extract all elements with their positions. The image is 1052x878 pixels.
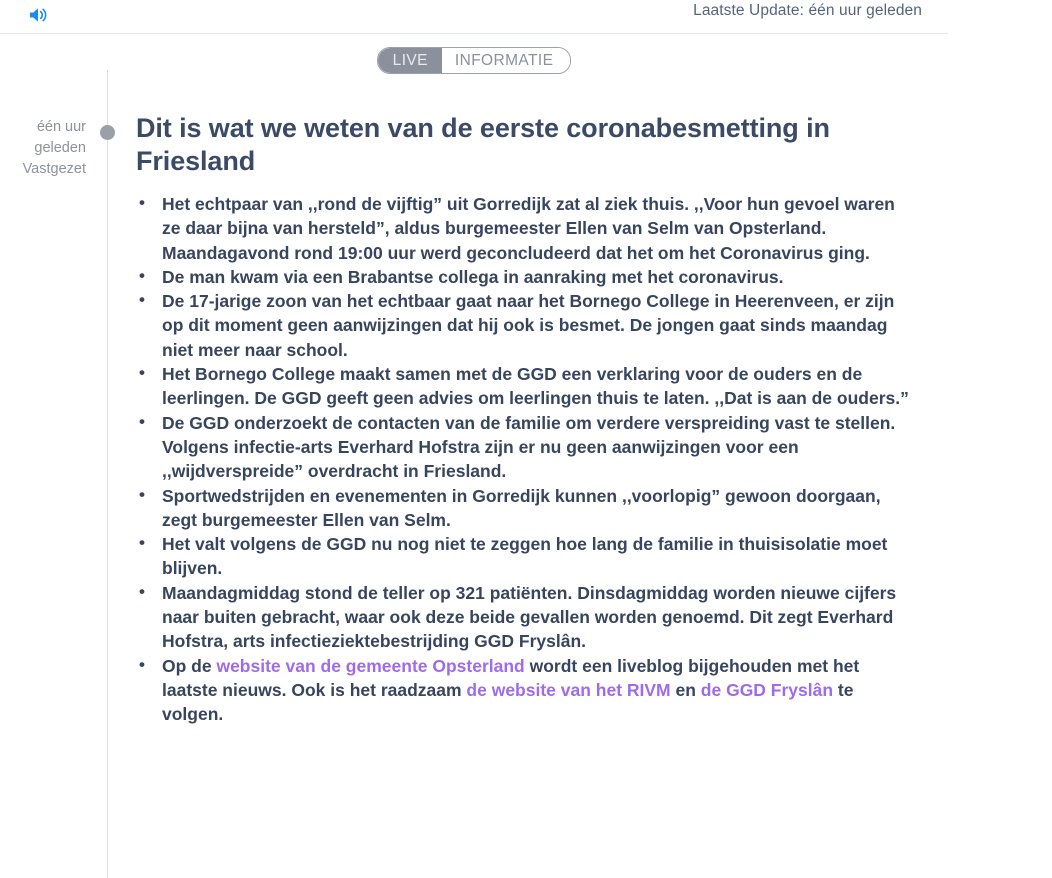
entry-bullet: • De GGD onderzoekt de contacten van de familie om verdere verspreiding vast te stellen. Volgens infectie-arts Everhard Hofstra zijn er nu geen aanwijzingen voor een ,,wijdverspreide” overdracht in Friesland. [162,411,911,484]
entry-title: Dit is wat we weten van de eerste coronabesmetting in Friesland [136,113,830,176]
entry-bullet: • Op de website van de gemeente Opsterland wordt een liveblog bijgehouden met het laatste nieuws. Ook is het raadzaam de website van het RIVM en de GGD Fryslân te volgen. [162,654,911,727]
entry-bullet-list [136,192,911,727]
last-update-label: Laatste Update: één uur geleden [693,2,922,19]
entry-time-line-2: geleden [34,140,86,156]
tab-live[interactable]: LIVE [378,48,442,73]
entry-timestamp [0,117,86,180]
entry-pinned-label: Vastgezet [22,161,86,177]
entry-link[interactable]: de website van het RIVM [466,679,671,700]
entry-bullet: • Het valt volgens de GGD nu nog niet te zeggen hoe lang de familie in thuisisolatie moet blijven. [162,532,911,581]
entry-bullet: • De 17-jarige zoon van het echtbaar gaat naar het Bornego College in Heerenveen, er zijn op dit moment geen aanwijzingen dat hij ook is besmet. De jongen gaat sinds maandag niet meer naar school. [162,289,911,362]
top-bar [0,0,948,34]
tab-informatie[interactable]: INFORMATIE [442,48,570,73]
entry-bullet: • Sportwedstrijden en evenementen in Gorredijk kunnen ,,voorlopig” gewoon doorgaan, zegt burgemeester Ellen van Selm. [162,484,911,533]
timeline-dot [100,125,115,140]
speaker-volume-icon[interactable] [27,3,51,27]
view-toggle [0,47,948,74]
entry-bullet: • De man kwam via een Brabantse collega in aanraking met het coronavirus. [162,265,911,289]
entry-bullet: • Maandagmiddag stond de teller op 321 patiënten. Dinsdagmiddag worden nieuwe cijfers naar buiten gebracht, waar ook deze beide gevallen worden genoemd. Dit zegt Everhard Hofstra, arts infectieziektebestrijding GGD Fryslân. [162,581,911,654]
entry-link[interactable]: website van de gemeente Opsterland [216,655,525,676]
view-toggle-group [377,47,572,74]
liveblog-entry [136,112,911,727]
entry-bullet: • Het Bornego College maakt samen met de GGD een verklaring voor de ouders en de leerlingen. De GGD geeft geen advies om leerlingen thuis te laten. ,,Dat is aan de ouders.” [162,362,911,411]
entry-bullet: • Het echtpaar van ,,rond de vijftig” uit Gorredijk zat al ziek thuis. ,,Voor hun gevoel waren ze daar bijna van hersteld”, aldus burgemeester Ellen van Selm van Opsterland. Maandagavond rond 19:00 uur werd geconcludeerd dat het om het Coronavirus ging. [162,192,911,265]
timeline-rail [107,70,108,878]
entry-time-line-1: één uur [36,119,86,135]
entry-link[interactable]: de GGD Fryslân [700,679,834,700]
